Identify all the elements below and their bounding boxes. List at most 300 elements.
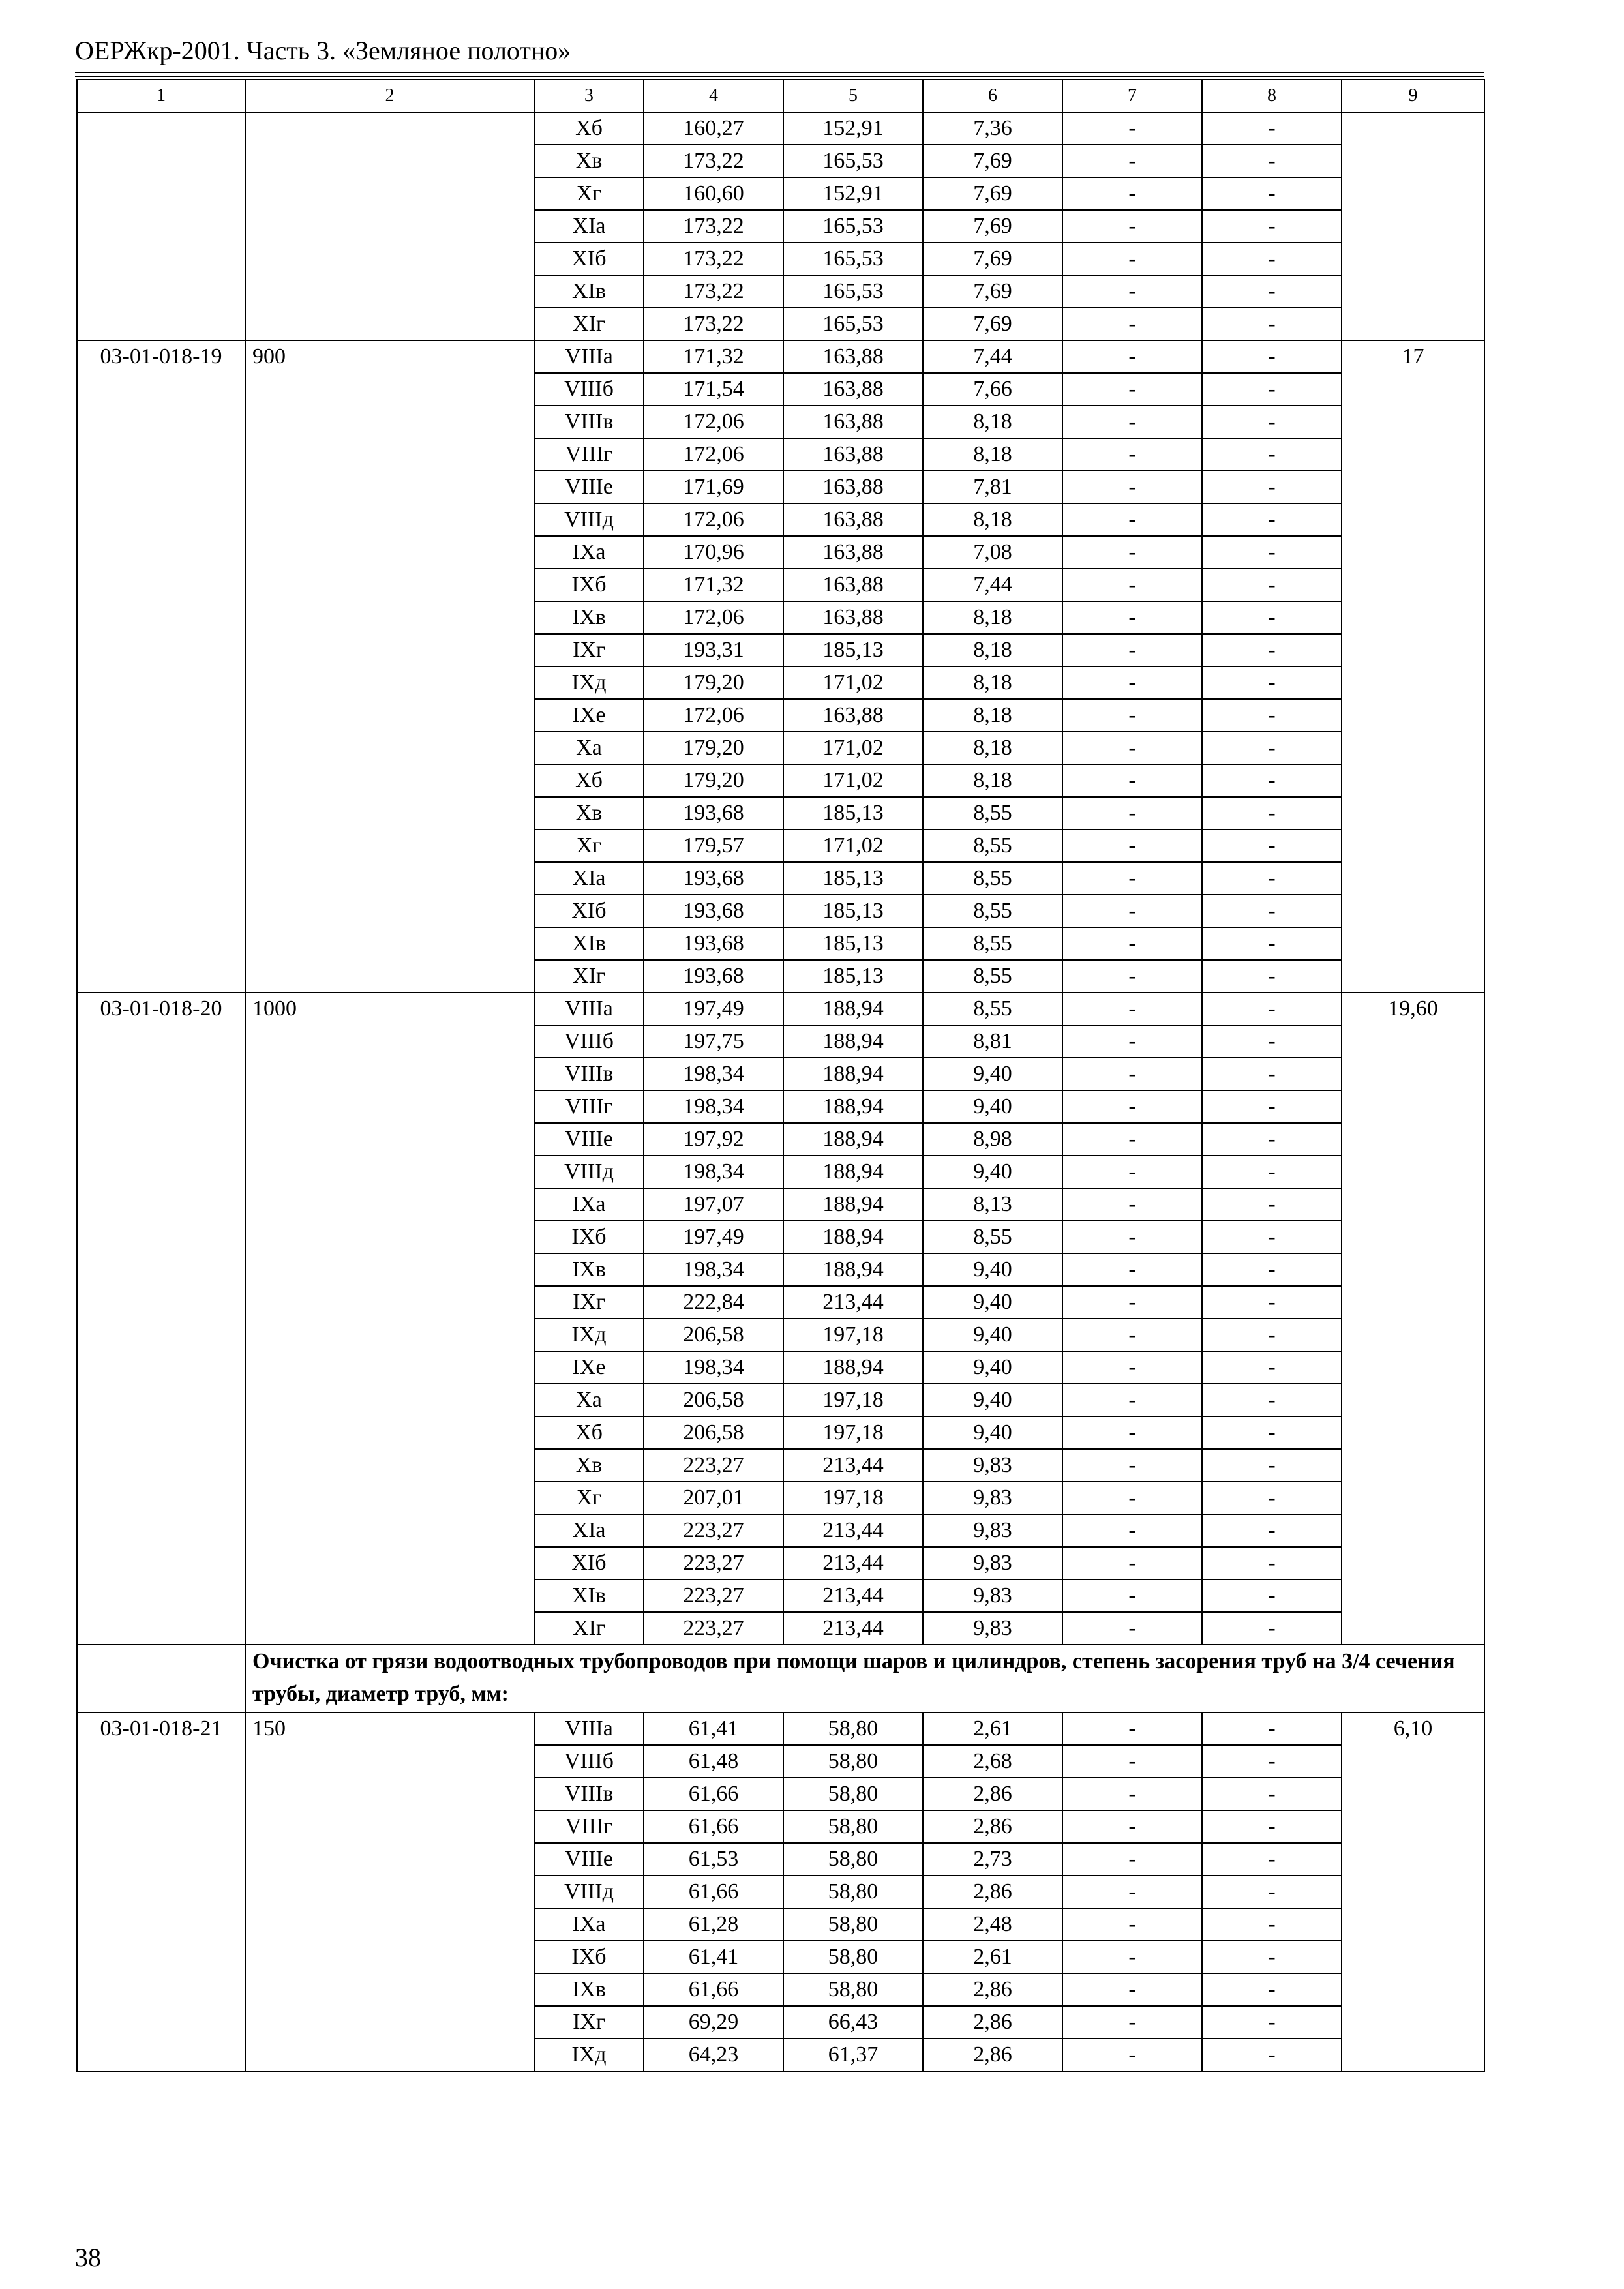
machinery-cell: 9,40 <box>923 1416 1062 1449</box>
category-cell: VIIIд <box>534 503 644 536</box>
machinery-cell: 9,83 <box>923 1482 1062 1514</box>
wages-cell: 163,88 <box>783 503 923 536</box>
wages-cell: 58,80 <box>783 1908 923 1941</box>
total-cost-cell: 197,75 <box>644 1025 783 1058</box>
machinery-cell: 7,69 <box>923 210 1062 243</box>
total-cost-cell: 61,66 <box>644 1973 783 2006</box>
total-cost-cell: 179,20 <box>644 764 783 797</box>
materials-cell: - <box>1202 536 1342 569</box>
column-number-cell: 5 <box>783 80 923 112</box>
total-cost-cell: 198,34 <box>644 1058 783 1090</box>
category-cell: VIIIг <box>534 1810 644 1843</box>
machinery-wages-cell: - <box>1062 1384 1202 1416</box>
category-cell: Xв <box>534 145 644 177</box>
wages-cell: 58,80 <box>783 1876 923 1908</box>
category-cell: IXг <box>534 2006 644 2039</box>
materials-cell: - <box>1202 243 1342 275</box>
machinery-wages-cell: - <box>1062 406 1202 438</box>
materials-cell: - <box>1202 666 1342 699</box>
wages-cell: 163,88 <box>783 438 923 471</box>
total-cost-cell: 197,49 <box>644 1221 783 1253</box>
total-cost-cell: 172,06 <box>644 406 783 438</box>
category-cell: VIIIб <box>534 1745 644 1778</box>
wages-cell: 165,53 <box>783 308 923 340</box>
wages-cell: 171,02 <box>783 732 923 764</box>
materials-cell: - <box>1202 797 1342 830</box>
machinery-wages-cell: - <box>1062 112 1202 145</box>
machinery-cell: 8,18 <box>923 438 1062 471</box>
header-rule-second <box>75 76 1484 77</box>
machinery-wages-cell: - <box>1062 862 1202 895</box>
wages-cell: 58,80 <box>783 1941 923 1973</box>
category-cell: IXд <box>534 2039 644 2071</box>
diameter-cell: 900 <box>245 340 534 993</box>
materials-cell: - <box>1202 1810 1342 1843</box>
wages-cell: 197,18 <box>783 1384 923 1416</box>
total-cost-cell: 223,27 <box>644 1612 783 1645</box>
materials-cell: - <box>1202 1221 1342 1253</box>
machinery-cell: 9,83 <box>923 1612 1062 1645</box>
wages-cell: 163,88 <box>783 471 923 503</box>
column-number-row <box>77 80 1484 112</box>
category-cell: Xг <box>534 1482 644 1514</box>
machinery-wages-cell: - <box>1062 1025 1202 1058</box>
machinery-cell: 8,55 <box>923 1221 1062 1253</box>
machinery-wages-cell: - <box>1062 243 1202 275</box>
rate-cell: 19,60 <box>1342 993 1484 1645</box>
total-cost-cell: 193,68 <box>644 797 783 830</box>
machinery-wages-cell: - <box>1062 275 1202 308</box>
wages-cell: 188,94 <box>783 1156 923 1188</box>
machinery-wages-cell: - <box>1062 1416 1202 1449</box>
code-cell: 03-01-018-20 <box>77 993 245 1645</box>
machinery-cell: 2,48 <box>923 1908 1062 1941</box>
total-cost-cell: 171,32 <box>644 340 783 373</box>
diameter-cell <box>245 112 534 340</box>
materials-cell: - <box>1202 1286 1342 1319</box>
category-cell: IXб <box>534 569 644 601</box>
category-cell: VIIIе <box>534 1843 644 1876</box>
category-cell: IXв <box>534 1253 644 1286</box>
rates-table <box>76 79 1485 2072</box>
machinery-cell: 8,18 <box>923 764 1062 797</box>
wages-cell: 163,88 <box>783 406 923 438</box>
wages-cell: 58,80 <box>783 1745 923 1778</box>
wages-cell: 152,91 <box>783 112 923 145</box>
materials-cell: - <box>1202 927 1342 960</box>
machinery-wages-cell: - <box>1062 1579 1202 1612</box>
machinery-wages-cell: - <box>1062 1514 1202 1547</box>
machinery-wages-cell: - <box>1062 895 1202 927</box>
machinery-wages-cell: - <box>1062 1547 1202 1579</box>
machinery-cell: 8,18 <box>923 732 1062 764</box>
machinery-cell: 8,18 <box>923 503 1062 536</box>
materials-cell: - <box>1202 275 1342 308</box>
category-cell: Xг <box>534 177 644 210</box>
code-cell: 03-01-018-19 <box>77 340 245 993</box>
machinery-cell: 7,08 <box>923 536 1062 569</box>
total-cost-cell: 160,27 <box>644 112 783 145</box>
machinery-wages-cell: - <box>1062 1351 1202 1384</box>
wages-cell: 185,13 <box>783 895 923 927</box>
materials-cell: - <box>1202 1579 1342 1612</box>
total-cost-cell: 171,32 <box>644 569 783 601</box>
machinery-cell: 8,18 <box>923 406 1062 438</box>
machinery-wages-cell: - <box>1062 797 1202 830</box>
machinery-wages-cell: - <box>1062 1482 1202 1514</box>
machinery-cell: 7,69 <box>923 177 1062 210</box>
machinery-wages-cell: - <box>1062 177 1202 210</box>
category-cell: XIв <box>534 1579 644 1612</box>
machinery-cell: 8,13 <box>923 1188 1062 1221</box>
wages-cell: 163,88 <box>783 373 923 406</box>
header-rule <box>75 72 1484 73</box>
machinery-cell: 2,86 <box>923 1778 1062 1810</box>
category-cell: VIIIд <box>534 1156 644 1188</box>
materials-cell: - <box>1202 634 1342 666</box>
machinery-cell: 9,83 <box>923 1449 1062 1482</box>
materials-cell: - <box>1202 895 1342 927</box>
category-cell: XIв <box>534 927 644 960</box>
wages-cell: 171,02 <box>783 830 923 862</box>
materials-cell: - <box>1202 145 1342 177</box>
machinery-wages-cell: - <box>1062 471 1202 503</box>
column-number-cell: 7 <box>1062 80 1202 112</box>
machinery-cell: 2,68 <box>923 1745 1062 1778</box>
machinery-wages-cell: - <box>1062 145 1202 177</box>
category-cell: XIа <box>534 1514 644 1547</box>
category-cell: VIIIв <box>534 1778 644 1810</box>
machinery-wages-cell: - <box>1062 1090 1202 1123</box>
materials-cell: - <box>1202 764 1342 797</box>
machinery-cell: 2,86 <box>923 1876 1062 1908</box>
machinery-cell: 7,44 <box>923 340 1062 373</box>
machinery-cell: 8,18 <box>923 666 1062 699</box>
wages-cell: 188,94 <box>783 1058 923 1090</box>
materials-cell: - <box>1202 308 1342 340</box>
category-cell: IXг <box>534 634 644 666</box>
category-cell: XIг <box>534 960 644 993</box>
section-title: Очистка от грязи водоотводных трубопроводов при помощи шаров и цилиндров, степень засорения труб на 3/4 сечения трубы, диаметр труб, мм: <box>245 1645 1484 1713</box>
section-empty-cell <box>77 1645 245 1713</box>
total-cost-cell: 173,22 <box>644 275 783 308</box>
wages-cell: 213,44 <box>783 1514 923 1547</box>
materials-cell: - <box>1202 1482 1342 1514</box>
category-cell: IXб <box>534 1221 644 1253</box>
machinery-wages-cell: - <box>1062 1221 1202 1253</box>
category-cell: VIIIе <box>534 471 644 503</box>
machinery-cell: 9,40 <box>923 1090 1062 1123</box>
machinery-cell: 2,86 <box>923 1810 1062 1843</box>
category-cell: IXа <box>534 1188 644 1221</box>
materials-cell: - <box>1202 1025 1342 1058</box>
rate-cell <box>1342 112 1484 340</box>
materials-cell: - <box>1202 569 1342 601</box>
machinery-wages-cell: - <box>1062 373 1202 406</box>
materials-cell: - <box>1202 1416 1342 1449</box>
machinery-wages-cell: - <box>1062 1286 1202 1319</box>
machinery-wages-cell: - <box>1062 210 1202 243</box>
code-cell: 03-01-018-21 <box>77 1713 245 2071</box>
wages-cell: 171,02 <box>783 666 923 699</box>
machinery-wages-cell: - <box>1062 2006 1202 2039</box>
wages-cell: 152,91 <box>783 177 923 210</box>
wages-cell: 163,88 <box>783 699 923 732</box>
machinery-cell: 2,86 <box>923 2006 1062 2039</box>
category-cell: VIIIд <box>534 1876 644 1908</box>
wages-cell: 185,13 <box>783 634 923 666</box>
category-cell: Xб <box>534 1416 644 1449</box>
wages-cell: 188,94 <box>783 1351 923 1384</box>
machinery-wages-cell: - <box>1062 1810 1202 1843</box>
materials-cell: - <box>1202 2039 1342 2071</box>
total-cost-cell: 170,96 <box>644 536 783 569</box>
wages-cell: 213,44 <box>783 1547 923 1579</box>
materials-cell: - <box>1202 1876 1342 1908</box>
column-number-cell: 3 <box>534 80 644 112</box>
total-cost-cell: 171,54 <box>644 373 783 406</box>
wages-cell: 61,37 <box>783 2039 923 2071</box>
table-row <box>77 1713 1484 1745</box>
category-cell: IXа <box>534 1908 644 1941</box>
total-cost-cell: 193,68 <box>644 862 783 895</box>
machinery-cell: 7,66 <box>923 373 1062 406</box>
materials-cell: - <box>1202 112 1342 145</box>
total-cost-cell: 197,92 <box>644 1123 783 1156</box>
category-cell: IXв <box>534 1973 644 2006</box>
total-cost-cell: 206,58 <box>644 1416 783 1449</box>
machinery-cell: 9,40 <box>923 1253 1062 1286</box>
category-cell: Xв <box>534 1449 644 1482</box>
rate-cell: 17 <box>1342 340 1484 993</box>
machinery-cell: 9,40 <box>923 1384 1062 1416</box>
machinery-cell: 8,55 <box>923 960 1062 993</box>
wages-cell: 165,53 <box>783 210 923 243</box>
machinery-cell: 9,83 <box>923 1514 1062 1547</box>
diameter-cell: 1000 <box>245 993 534 1645</box>
machinery-cell: 7,69 <box>923 275 1062 308</box>
wages-cell: 197,18 <box>783 1416 923 1449</box>
total-cost-cell: 198,34 <box>644 1156 783 1188</box>
machinery-wages-cell: - <box>1062 601 1202 634</box>
code-cell <box>77 112 245 340</box>
total-cost-cell: 61,41 <box>644 1713 783 1745</box>
diameter-cell: 150 <box>245 1713 534 2071</box>
machinery-cell: 2,61 <box>923 1941 1062 1973</box>
materials-cell: - <box>1202 177 1342 210</box>
total-cost-cell: 198,34 <box>644 1090 783 1123</box>
machinery-wages-cell: - <box>1062 569 1202 601</box>
category-cell: IXб <box>534 1941 644 1973</box>
total-cost-cell: 198,34 <box>644 1253 783 1286</box>
category-cell: Xв <box>534 797 644 830</box>
machinery-wages-cell: - <box>1062 1123 1202 1156</box>
machinery-cell: 2,61 <box>923 1713 1062 1745</box>
machinery-wages-cell: - <box>1062 503 1202 536</box>
wages-cell: 58,80 <box>783 1843 923 1876</box>
total-cost-cell: 173,22 <box>644 243 783 275</box>
machinery-wages-cell: - <box>1062 927 1202 960</box>
category-cell: XIв <box>534 275 644 308</box>
section-row <box>77 1645 1484 1713</box>
materials-cell: - <box>1202 862 1342 895</box>
machinery-cell: 8,18 <box>923 634 1062 666</box>
materials-cell: - <box>1202 960 1342 993</box>
category-cell: Xг <box>534 830 644 862</box>
category-cell: XIг <box>534 1612 644 1645</box>
wages-cell: 213,44 <box>783 1449 923 1482</box>
machinery-wages-cell: - <box>1062 1612 1202 1645</box>
machinery-cell: 8,98 <box>923 1123 1062 1156</box>
total-cost-cell: 207,01 <box>644 1482 783 1514</box>
total-cost-cell: 61,28 <box>644 1908 783 1941</box>
table-row <box>77 112 1484 145</box>
machinery-wages-cell: - <box>1062 438 1202 471</box>
machinery-wages-cell: - <box>1062 2039 1202 2071</box>
total-cost-cell: 173,22 <box>644 145 783 177</box>
total-cost-cell: 61,53 <box>644 1843 783 1876</box>
machinery-wages-cell: - <box>1062 1876 1202 1908</box>
machinery-cell: 8,18 <box>923 601 1062 634</box>
total-cost-cell: 172,06 <box>644 503 783 536</box>
materials-cell: - <box>1202 1713 1342 1745</box>
materials-cell: - <box>1202 1745 1342 1778</box>
materials-cell: - <box>1202 601 1342 634</box>
category-cell: IXе <box>534 699 644 732</box>
machinery-wages-cell: - <box>1062 1058 1202 1090</box>
category-cell: VIIIб <box>534 1025 644 1058</box>
materials-cell: - <box>1202 210 1342 243</box>
materials-cell: - <box>1202 1319 1342 1351</box>
machinery-cell: 2,86 <box>923 1973 1062 2006</box>
total-cost-cell: 197,49 <box>644 993 783 1025</box>
machinery-wages-cell: - <box>1062 340 1202 373</box>
total-cost-cell: 61,41 <box>644 1941 783 1973</box>
materials-cell: - <box>1202 373 1342 406</box>
page-header-title: ОЕРЖкр-2001. Часть 3. «Земляное полотно» <box>75 36 571 65</box>
total-cost-cell: 223,27 <box>644 1547 783 1579</box>
total-cost-cell: 172,06 <box>644 601 783 634</box>
wages-cell: 213,44 <box>783 1579 923 1612</box>
total-cost-cell: 64,23 <box>644 2039 783 2071</box>
machinery-cell: 9,40 <box>923 1156 1062 1188</box>
materials-cell: - <box>1202 471 1342 503</box>
machinery-wages-cell: - <box>1062 1319 1202 1351</box>
materials-cell: - <box>1202 1156 1342 1188</box>
wages-cell: 58,80 <box>783 1778 923 1810</box>
machinery-wages-cell: - <box>1062 1156 1202 1188</box>
total-cost-cell: 179,20 <box>644 732 783 764</box>
wages-cell: 185,13 <box>783 862 923 895</box>
wages-cell: 165,53 <box>783 243 923 275</box>
total-cost-cell: 61,66 <box>644 1778 783 1810</box>
wages-cell: 58,80 <box>783 1713 923 1745</box>
rate-cell: 6,10 <box>1342 1713 1484 2071</box>
machinery-wages-cell: - <box>1062 1843 1202 1876</box>
materials-cell: - <box>1202 1090 1342 1123</box>
wages-cell: 163,88 <box>783 340 923 373</box>
materials-cell: - <box>1202 993 1342 1025</box>
wages-cell: 188,94 <box>783 1090 923 1123</box>
machinery-cell: 8,81 <box>923 1025 1062 1058</box>
wages-cell: 171,02 <box>783 764 923 797</box>
category-cell: VIIIг <box>534 1090 644 1123</box>
category-cell: XIа <box>534 862 644 895</box>
machinery-wages-cell: - <box>1062 1908 1202 1941</box>
wages-cell: 188,94 <box>783 993 923 1025</box>
machinery-cell: 9,83 <box>923 1579 1062 1612</box>
machinery-wages-cell: - <box>1062 308 1202 340</box>
wages-cell: 163,88 <box>783 536 923 569</box>
wages-cell: 213,44 <box>783 1286 923 1319</box>
category-cell: VIIIг <box>534 438 644 471</box>
category-cell: XIб <box>534 1547 644 1579</box>
materials-cell: - <box>1202 1058 1342 1090</box>
machinery-cell: 7,36 <box>923 112 1062 145</box>
wages-cell: 197,18 <box>783 1319 923 1351</box>
category-cell: VIIIб <box>534 373 644 406</box>
total-cost-cell: 222,84 <box>644 1286 783 1319</box>
materials-cell: - <box>1202 438 1342 471</box>
materials-cell: - <box>1202 1612 1342 1645</box>
machinery-cell: 8,55 <box>923 895 1062 927</box>
column-number-cell: 1 <box>77 80 245 112</box>
machinery-cell: 7,69 <box>923 243 1062 275</box>
machinery-wages-cell: - <box>1062 1253 1202 1286</box>
materials-cell: - <box>1202 340 1342 373</box>
wages-cell: 163,88 <box>783 569 923 601</box>
total-cost-cell: 193,68 <box>644 927 783 960</box>
total-cost-cell: 179,20 <box>644 666 783 699</box>
materials-cell: - <box>1202 1778 1342 1810</box>
machinery-cell: 2,86 <box>923 2039 1062 2071</box>
machinery-cell: 8,55 <box>923 862 1062 895</box>
category-cell: VIIIа <box>534 340 644 373</box>
wages-cell: 213,44 <box>783 1612 923 1645</box>
machinery-wages-cell: - <box>1062 732 1202 764</box>
column-number-cell: 8 <box>1202 80 1342 112</box>
wages-cell: 188,94 <box>783 1221 923 1253</box>
total-cost-cell: 160,60 <box>644 177 783 210</box>
materials-cell: - <box>1202 1973 1342 2006</box>
materials-cell: - <box>1202 1188 1342 1221</box>
column-number-cell: 9 <box>1342 80 1484 112</box>
materials-cell: - <box>1202 1547 1342 1579</box>
machinery-wages-cell: - <box>1062 1745 1202 1778</box>
total-cost-cell: 193,68 <box>644 960 783 993</box>
wages-cell: 188,94 <box>783 1253 923 1286</box>
wages-cell: 66,43 <box>783 2006 923 2039</box>
total-cost-cell: 61,66 <box>644 1810 783 1843</box>
materials-cell: - <box>1202 1449 1342 1482</box>
category-cell: Xб <box>534 764 644 797</box>
materials-cell: - <box>1202 406 1342 438</box>
total-cost-cell: 206,58 <box>644 1384 783 1416</box>
machinery-wages-cell: - <box>1062 699 1202 732</box>
machinery-wages-cell: - <box>1062 1778 1202 1810</box>
machinery-wages-cell: - <box>1062 1188 1202 1221</box>
column-number-cell: 6 <box>923 80 1062 112</box>
machinery-wages-cell: - <box>1062 1713 1202 1745</box>
materials-cell: - <box>1202 503 1342 536</box>
wages-cell: 163,88 <box>783 601 923 634</box>
wages-cell: 185,13 <box>783 797 923 830</box>
category-cell: Xа <box>534 732 644 764</box>
materials-cell: - <box>1202 699 1342 732</box>
machinery-cell: 8,55 <box>923 797 1062 830</box>
machinery-cell: 7,69 <box>923 308 1062 340</box>
column-number-cell: 2 <box>245 80 534 112</box>
